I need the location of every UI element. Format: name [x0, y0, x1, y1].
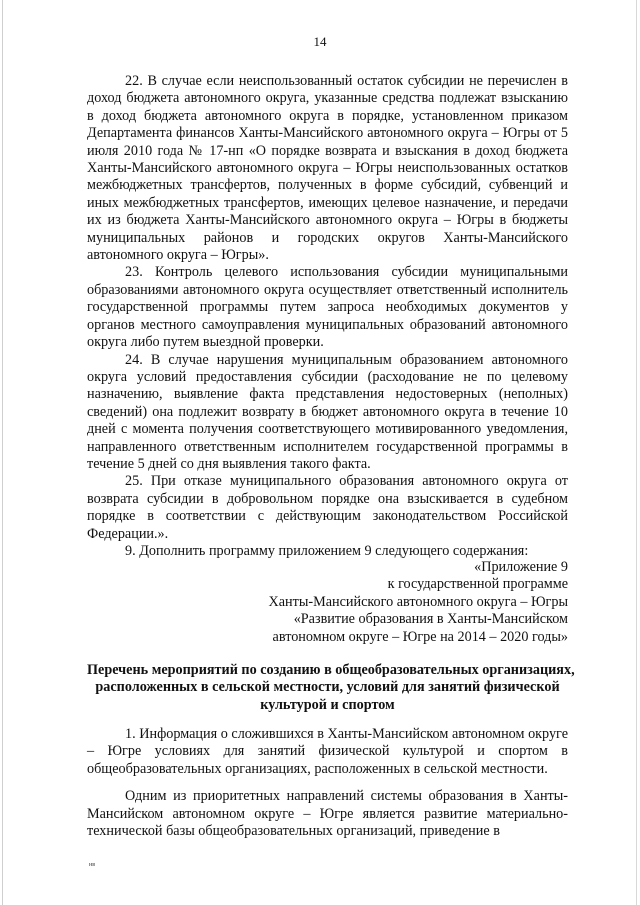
- heading-line: Перечень мероприятий по созданию в общеобразовательных организациях,: [87, 662, 575, 678]
- appendix-line: автономном округе – Югре на 2014 – 2020 годы»: [272, 628, 568, 645]
- section-paragraph-1: 1. Информация о сложившихся в Ханты-Мансийском автономном округе – Югре условиях для занятий физической культурой и спортом в общеобразовательных организациях, расположенных в сельской местности.: [87, 726, 568, 777]
- scan-edge-left: [2, 0, 3, 905]
- page-number: 14: [313, 34, 327, 49]
- paragraph-24: 24. В случае нарушения муниципальным образованием автономного округа условий предоставления субсидии (расходование не по целевому назначению, выявление факта представления недостоверных (неполных) сведений) она подлежит возврату в бюджет автономного округа в течение 10 дней с момента получения соответствующего мотивированного уведомления, направленного ответственным исполнителем государственной программы в течение 5 дней со дня выявления такого факта.: [87, 351, 568, 472]
- appendix-line: «Развитие образования в Ханты-Мансийском: [293, 611, 568, 628]
- section-paragraph-2: Одним из приоритетных направлений системы образования в Ханты-Мансийском автономном округе – Югре является развитие материально-технической базы общеобразовательных организаций, приведение в: [87, 788, 568, 840]
- paragraph-9: 9. Дополнить программу приложением 9 следующего содержания:: [125, 542, 529, 559]
- paragraph-22: 22. В случае если неиспользованный остаток субсидии не перечислен в доход бюджета автономного округа, указанные средства подлежат взысканию в доход бюджета автономного округа в порядке, установленном приказом Департамента финансов Ханты-Мансийского автономного округа – Югры от 5 июля 2010 года № 17-нп «О порядке возврата и взыскания в доход бюджета Ханты-Мансийского автономного округа – Югры неиспользованных остатков межбюджетных трансфертов, полученных в форме субсидий, субвенций и иных межбюджетных трансфертов, имеющих целевое назначение, и передачи их из бюджета Ханты-Мансийского автономного округа – Югры в бюджеты муниципальных районов и городских округов Ханты-Мансийского автономного округа – Югры».: [87, 73, 568, 264]
- paragraph-23: 23. Контроль целевого использования субсидии муниципальными образованиями автономного округа осуществляет ответственный исполнитель государственной программы путем запроса необходимых документов у органов местного самоуправления муниципальных образований автономного округа либо путем выездной проверки.: [87, 264, 568, 351]
- section-heading: [87, 662, 575, 714]
- scan-edge-right: [636, 0, 637, 905]
- appendix-header: [230, 559, 568, 646]
- appendix-line: «Приложение 9: [474, 559, 568, 575]
- appendix-line: Ханты-Мансийского автономного округа – Югры: [268, 593, 568, 610]
- body-text: [87, 73, 568, 560]
- footer-mark: нв: [89, 862, 96, 868]
- paragraph-25: 25. При отказе муниципального образования автономного округа от возврата субсидии в добровольном порядке она взыскивается в судебном порядке в соответствии с действующим законодательством Российской Федерации.».: [87, 473, 568, 542]
- heading-line: расположенных в сельской местности, условий для занятий физической: [95, 679, 560, 696]
- heading-line: культурой и спортом: [260, 696, 395, 713]
- section-text: [87, 726, 568, 850]
- appendix-line: к государственной программе: [387, 576, 568, 593]
